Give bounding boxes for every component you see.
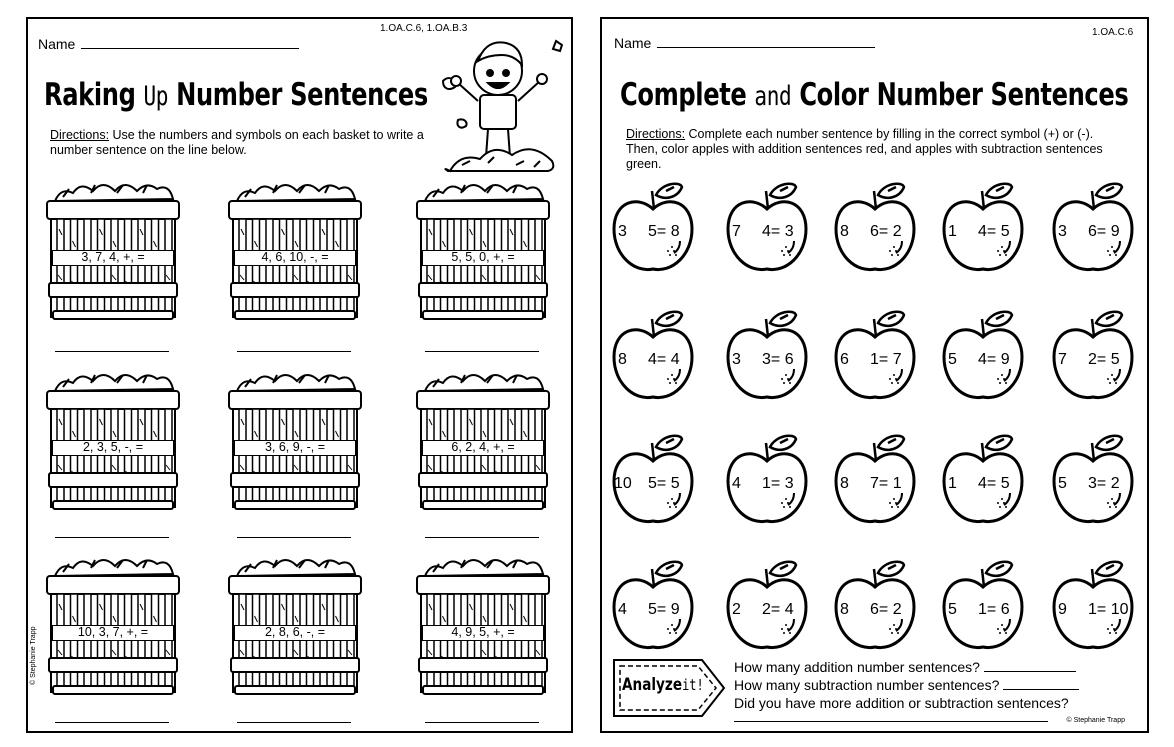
directions-text: Complete each number sentence by filling in the correct symbol (+) or (-). Then, color apples with addition sentences red, and apples with subtraction sentences green. bbox=[626, 127, 1103, 171]
basket bbox=[413, 179, 553, 323]
apple[interactable] bbox=[1048, 433, 1138, 529]
basket-numbers-label: 3, 6, 9, -, = bbox=[234, 440, 356, 456]
equation-rest: 6= 2 bbox=[870, 223, 902, 240]
copyright: © Stephanie Trapp bbox=[30, 626, 37, 685]
kid-raking-leaves-illustration bbox=[438, 31, 563, 179]
first-number: 3 bbox=[618, 223, 627, 240]
page-title bbox=[44, 77, 428, 113]
title-part-3: Color Number Sentences bbox=[791, 77, 1129, 113]
answer-line bbox=[237, 722, 351, 723]
equation-rest: 5= 9 bbox=[648, 601, 680, 618]
basket-numbers-label: 3, 7, 4, +, = bbox=[52, 250, 174, 266]
equation-rest: 5= 5 bbox=[648, 475, 680, 492]
answer-line bbox=[237, 537, 351, 538]
equation-rest: 3= 6 bbox=[762, 351, 794, 368]
it-word: it! bbox=[682, 676, 704, 694]
equation-rest: 2= 5 bbox=[1088, 351, 1120, 368]
first-number: 8 bbox=[840, 223, 849, 240]
directions bbox=[626, 127, 1126, 172]
basket bbox=[43, 179, 183, 323]
name-field bbox=[38, 36, 299, 52]
answer-line bbox=[55, 722, 169, 723]
apple[interactable] bbox=[830, 181, 920, 277]
equation-rest: 1= 3 bbox=[762, 475, 794, 492]
equation-rest: 6= 9 bbox=[1088, 223, 1120, 240]
apple[interactable] bbox=[830, 309, 920, 405]
answer-line bbox=[734, 721, 1048, 722]
apple[interactable] bbox=[608, 559, 698, 655]
name-label: Name bbox=[38, 36, 76, 52]
standards-label: 1.OA.C.6 bbox=[1092, 27, 1134, 38]
basket-numbers-label: 4, 6, 10, -, = bbox=[234, 250, 356, 266]
apple[interactable] bbox=[608, 433, 698, 529]
first-number: 8 bbox=[618, 351, 627, 368]
title-part-1: Raking bbox=[44, 77, 144, 113]
analyze-word: Analyze bbox=[622, 675, 683, 695]
first-number: 6 bbox=[840, 351, 849, 368]
page-title bbox=[620, 77, 1128, 113]
first-number: 7 bbox=[732, 223, 741, 240]
first-number: 5 bbox=[1058, 475, 1067, 492]
worksheet-raking-up bbox=[26, 17, 573, 733]
title-part-2: and bbox=[754, 81, 792, 112]
apple[interactable] bbox=[938, 309, 1028, 405]
first-number: 10 bbox=[614, 475, 632, 492]
apple[interactable] bbox=[830, 433, 920, 529]
answer-line bbox=[55, 351, 169, 352]
first-number: 1 bbox=[948, 223, 957, 240]
equation-rest: 4= 4 bbox=[648, 351, 680, 368]
apple[interactable] bbox=[1048, 181, 1138, 277]
first-number: 9 bbox=[1058, 601, 1067, 618]
apple[interactable] bbox=[830, 559, 920, 655]
equation-rest: 3= 2 bbox=[1088, 475, 1120, 492]
answer-line bbox=[425, 351, 539, 352]
question-text: Did you have more addition or subtraction sentences? bbox=[734, 695, 1069, 711]
answer-line bbox=[1003, 677, 1079, 690]
name-field bbox=[614, 35, 875, 51]
apple[interactable] bbox=[938, 559, 1028, 655]
equation-rest: 4= 3 bbox=[762, 223, 794, 240]
apple[interactable] bbox=[608, 309, 698, 405]
title-part-1: Complete bbox=[620, 77, 755, 113]
answer-line bbox=[237, 351, 351, 352]
first-number: 1 bbox=[948, 475, 957, 492]
basket bbox=[225, 369, 365, 513]
basket-numbers-label: 6, 2, 4, +, = bbox=[422, 440, 544, 456]
basket-numbers-label: 5, 5, 0, +, = bbox=[422, 250, 544, 266]
equation-rest: 4= 9 bbox=[978, 351, 1010, 368]
basket bbox=[225, 179, 365, 323]
name-line bbox=[81, 36, 299, 49]
equation-rest: 1= 10 bbox=[1088, 601, 1129, 618]
equation-rest: 1= 6 bbox=[978, 601, 1010, 618]
question-subtraction-count bbox=[734, 677, 1079, 693]
answer-line bbox=[425, 722, 539, 723]
question-text: How many subtraction number sentences? bbox=[734, 677, 1000, 693]
basket bbox=[43, 369, 183, 513]
directions-label: Directions: bbox=[626, 127, 686, 141]
equation-rest: 4= 5 bbox=[978, 475, 1010, 492]
question-addition-count bbox=[734, 659, 1076, 675]
apple[interactable] bbox=[722, 433, 812, 529]
title-part-2: Up bbox=[143, 81, 169, 112]
first-number: 3 bbox=[732, 351, 741, 368]
question-text: How many addition number sentences? bbox=[734, 659, 980, 675]
basket-numbers-label: 4, 9, 5, +, = bbox=[422, 625, 544, 641]
apple[interactable] bbox=[722, 309, 812, 405]
directions-text: Use the numbers and symbols on each basket to write a number sentence on the line below. bbox=[50, 128, 424, 157]
first-number: 2 bbox=[732, 601, 741, 618]
first-number: 7 bbox=[1058, 351, 1067, 368]
apple[interactable] bbox=[1048, 309, 1138, 405]
equation-rest: 1= 7 bbox=[870, 351, 902, 368]
first-number: 4 bbox=[732, 475, 741, 492]
first-number: 5 bbox=[948, 351, 957, 368]
name-line bbox=[657, 35, 875, 48]
apple[interactable] bbox=[608, 181, 698, 277]
basket bbox=[225, 554, 365, 698]
first-number: 4 bbox=[618, 601, 627, 618]
first-number: 8 bbox=[840, 601, 849, 618]
apple[interactable] bbox=[938, 433, 1028, 529]
apple[interactable] bbox=[722, 559, 812, 655]
basket-numbers-label: 10, 3, 7, +, = bbox=[52, 625, 174, 641]
first-number: 5 bbox=[948, 601, 957, 618]
worksheet-complete-and-color bbox=[600, 17, 1149, 733]
analyze-it-label bbox=[622, 675, 704, 695]
equation-rest: 4= 5 bbox=[978, 223, 1010, 240]
apple[interactable] bbox=[1048, 559, 1138, 655]
equation-rest: 2= 4 bbox=[762, 601, 794, 618]
equation-rest: 7= 1 bbox=[870, 475, 902, 492]
directions bbox=[50, 128, 442, 158]
answer-line bbox=[425, 537, 539, 538]
answer-line bbox=[984, 659, 1076, 672]
basket-numbers-label: 2, 3, 5, -, = bbox=[52, 440, 174, 456]
basket-numbers-label: 2, 8, 6, -, = bbox=[234, 625, 356, 641]
question-more-which bbox=[734, 695, 1069, 711]
basket bbox=[43, 554, 183, 698]
first-number: 8 bbox=[840, 475, 849, 492]
first-number: 3 bbox=[1058, 223, 1067, 240]
apple[interactable] bbox=[938, 181, 1028, 277]
equation-rest: 5= 8 bbox=[648, 223, 680, 240]
copyright: © Stephanie Trapp bbox=[1066, 717, 1125, 724]
basket bbox=[413, 554, 553, 698]
title-part-3: Number Sentences bbox=[168, 77, 428, 113]
apple[interactable] bbox=[722, 181, 812, 277]
directions-label: Directions: bbox=[50, 128, 110, 142]
name-label: Name bbox=[614, 35, 652, 51]
answer-line bbox=[55, 537, 169, 538]
basket bbox=[413, 369, 553, 513]
equation-rest: 6= 2 bbox=[870, 601, 902, 618]
standards-label: 1.OA.C.6, 1.OA.B.3 bbox=[380, 23, 468, 34]
